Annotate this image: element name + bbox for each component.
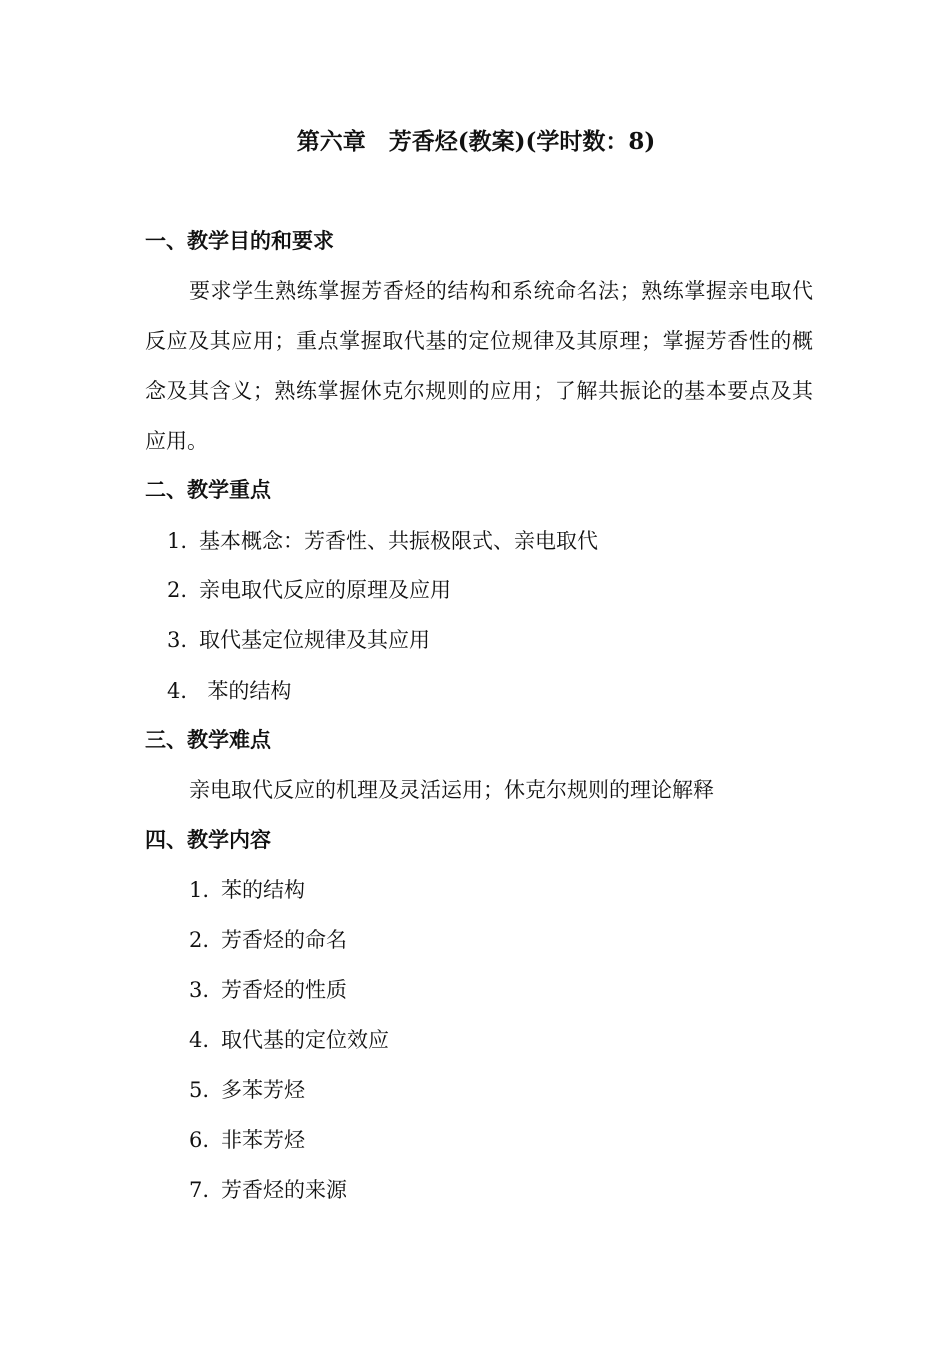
list-item-text: 芳香烃的来源 xyxy=(221,1178,348,1202)
difficulties-text: 亲电取代反应的机理及灵活运用；休克尔规则的理论解释 xyxy=(189,778,714,802)
content-item xyxy=(189,873,305,907)
list-item-text: 亲电取代反应的原理及应用 xyxy=(199,578,452,602)
list-item-text: 芳香烃的命名 xyxy=(221,928,348,952)
list-item-text: 芳香烃的性质 xyxy=(221,978,348,1002)
content-item xyxy=(189,1173,347,1207)
key-point-item xyxy=(167,573,451,607)
list-item-number: 7. xyxy=(189,1178,210,1202)
list-item-number: 2. xyxy=(167,578,188,602)
list-item-number: 5. xyxy=(189,1078,210,1102)
list-item-text: 非苯芳烃 xyxy=(221,1128,306,1152)
key-point-item xyxy=(167,524,598,558)
list-item-number: 3. xyxy=(167,628,188,652)
content-item xyxy=(189,1023,389,1057)
list-item-number: 1. xyxy=(167,529,188,553)
content-item xyxy=(189,973,347,1007)
list-item-number: 4. xyxy=(189,1028,210,1052)
key-point-item xyxy=(167,623,430,657)
list-item-number: 3. xyxy=(189,978,210,1002)
list-item-number: 1. xyxy=(189,878,210,902)
list-item-text: 苯的结构 xyxy=(207,679,292,703)
list-item-number: 2. xyxy=(189,928,210,952)
section-heading-content: 四、教学内容 xyxy=(145,827,271,852)
list-item-text: 基本概念：芳香性、共振极限式、亲电取代 xyxy=(199,529,599,553)
list-item-text: 多苯芳烃 xyxy=(221,1078,306,1102)
content-item xyxy=(189,923,347,957)
section-heading-objectives: 一、教学目的和要求 xyxy=(145,228,334,253)
content-item xyxy=(189,1073,305,1107)
key-point-item xyxy=(167,674,291,708)
objectives-paragraph: 要求学生熟练掌握芳香烃的结构和系统命名法；熟练掌握亲电取代反应及其应用；重点掌握取代基的定位规律及其原理；掌握芳香性的概念及其含义；熟练掌握休克尔规则的应用；了解共振论的基本要点及其应用。 xyxy=(145,279,813,453)
list-item-text: 取代基的定位效应 xyxy=(221,1028,390,1052)
content-item xyxy=(189,1123,305,1157)
list-item-number: 4． xyxy=(167,679,202,703)
section-heading-difficulties: 三、教学难点 xyxy=(145,727,271,752)
section-heading-key-points: 二、教学重点 xyxy=(145,477,271,502)
list-item-text: 取代基定位规律及其应用 xyxy=(199,628,431,652)
list-item-text: 苯的结构 xyxy=(221,878,306,902)
list-item-number: 6. xyxy=(189,1128,210,1152)
document-title: 第六章 芳香烃(教案)(学时数：8) xyxy=(296,128,656,155)
